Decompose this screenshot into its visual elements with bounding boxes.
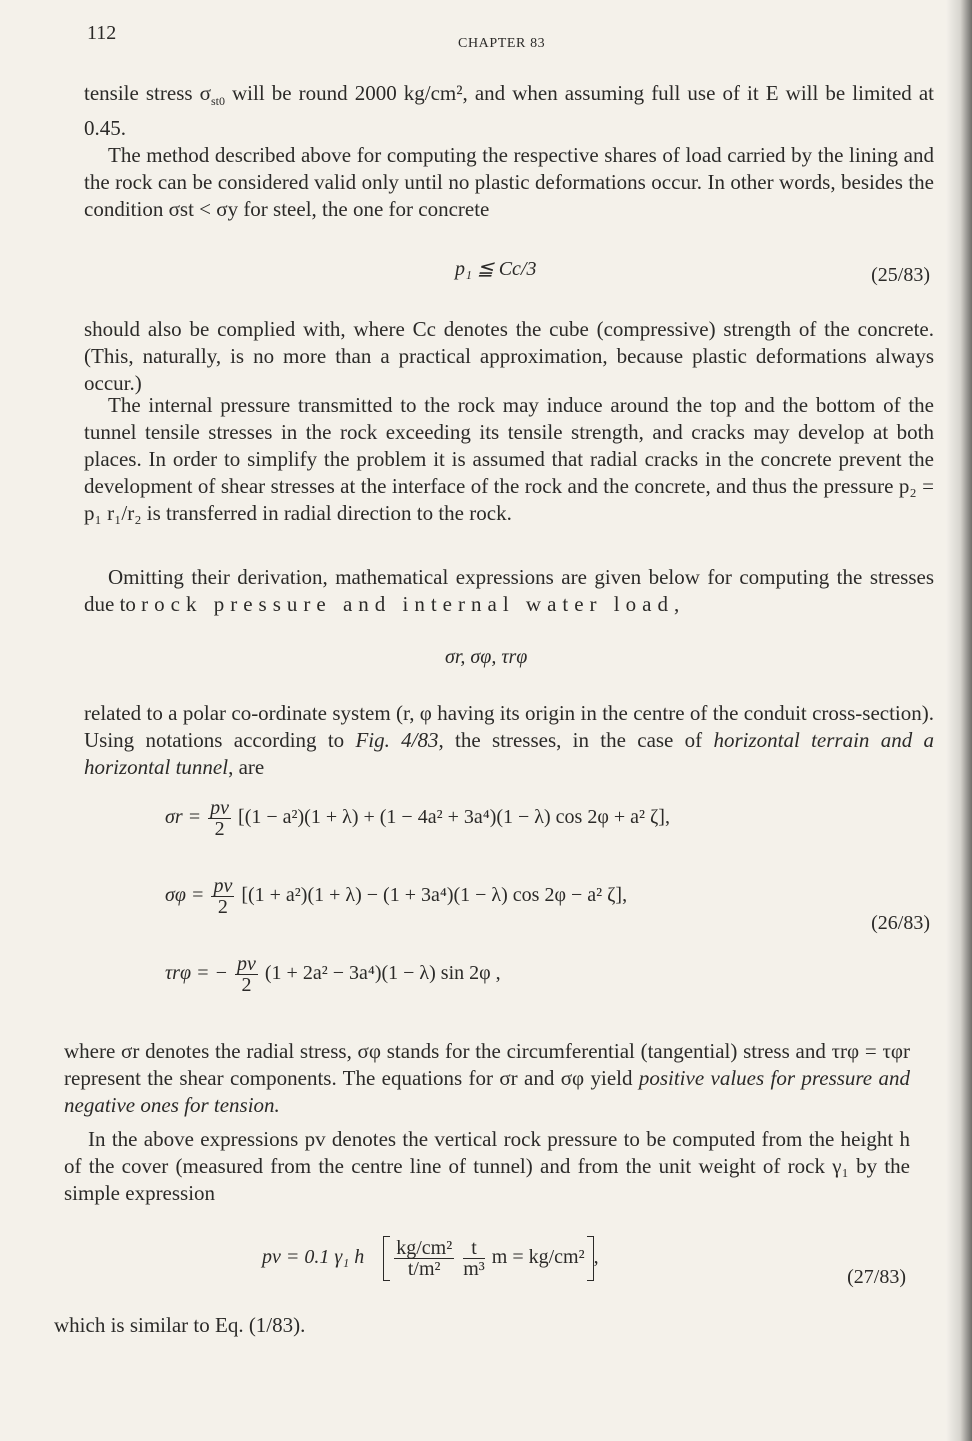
figure-reference: Fig. 4/83 xyxy=(355,728,439,752)
paragraph-8: In the above expressions pv denotes the vertical rock pressure to be computed from the height h of the cover (measured from the centre line of tunnel) and from the unit weight of rock γ₁ by the simple expression xyxy=(64,1127,910,1205)
chapter-heading: CHAPTER 83 xyxy=(458,36,546,51)
paragraph-3: should also be complied with, where Cc denotes the cube (compressive) strength of the concrete. (This, naturally, is no more than a practical approximation, because plastic deformations always occur.) xyxy=(84,317,934,395)
paragraph-7: where σr denotes the radial stress, σφ stands for the circumferential (tangential) stress and τrφ = τφr represent the shear components. The equations for σr and σφ yield positive values for pressure and negative ones for tension. xyxy=(64,1039,910,1117)
paragraph-6: related to a polar co-ordinate system (r, φ having its origin in the centre of the conduit cross-section). Using notations according to Fig. 4/83, the stresses, in the case of horizontal terrain and a horizontal tunnel, are xyxy=(84,701,935,779)
equation-27-number: (27/83) xyxy=(847,1266,906,1288)
equation-27: pv = 0.1 γ₁ h $\frac{\text{kg/cm²}}{\text{t/m²}}$ $\frac{t}{\text{m³}}$ m = kg/cm² , xyxy=(262,1237,599,1280)
paragraph-4: The internal pressure transmitted to the rock may induce around the top and the bottom of the tunnel tensile stresses in the rock exceeding its tensile strength, and cracks may develop at both places. In order to simplify the problem it is assumed that radial cracks in the concrete prevent the development of shear stresses at the interface of the rock and the concrete, and thus the pressure p₂ = p₁ r₁/r₂ is transferred in radial direction to the rock. xyxy=(84,393,934,525)
equation-26-number: (26/83) xyxy=(871,912,930,934)
paragraph-2: The method described above for computing the respective shares of load carried by the lining and the rock can be considered valid only until no plastic deformations occur. In other words, besides the condition σst < σy for steel, the one for concrete xyxy=(84,143,934,221)
equation-26-line-1: σr = $\frac{pv}{2}$ [(1 − a²)(1 + λ) + (1 − 4a² + 3a⁴)(1 − λ) cos 2φ + a² ζ], xyxy=(165,797,670,840)
page-number: 112 xyxy=(87,22,117,44)
stress-symbols: σr, σφ, τrφ xyxy=(445,646,528,668)
paragraph-1: tensile stress $\sigma_{st0}$ will be round 2000 kg/cm², and when assuming full use of it E will be limited at 0.45. xyxy=(84,81,934,141)
paragraph-9: which is similar to Eq. (1/83). xyxy=(54,1313,306,1337)
equation-25-number: (25/83) xyxy=(871,264,930,286)
equation-26-line-3: τrφ = − $\frac{pv}{2}$ (1 + 2a² − 3a⁴)(1 − λ) sin 2φ , xyxy=(165,953,501,996)
page-edge-shadow xyxy=(946,0,972,1441)
equation-25: p₁ ≦ Cc/3 xyxy=(455,258,537,280)
equation-26-line-2: σφ = $\frac{pv}{2}$ [(1 + a²)(1 + λ) − (1 + 3a⁴)(1 − λ) cos 2φ − a² ζ], xyxy=(165,875,628,918)
paragraph-5: Omitting their derivation, mathematical expressions are given below for computing the stresses due to rock pressure and internal water load, xyxy=(84,565,934,616)
